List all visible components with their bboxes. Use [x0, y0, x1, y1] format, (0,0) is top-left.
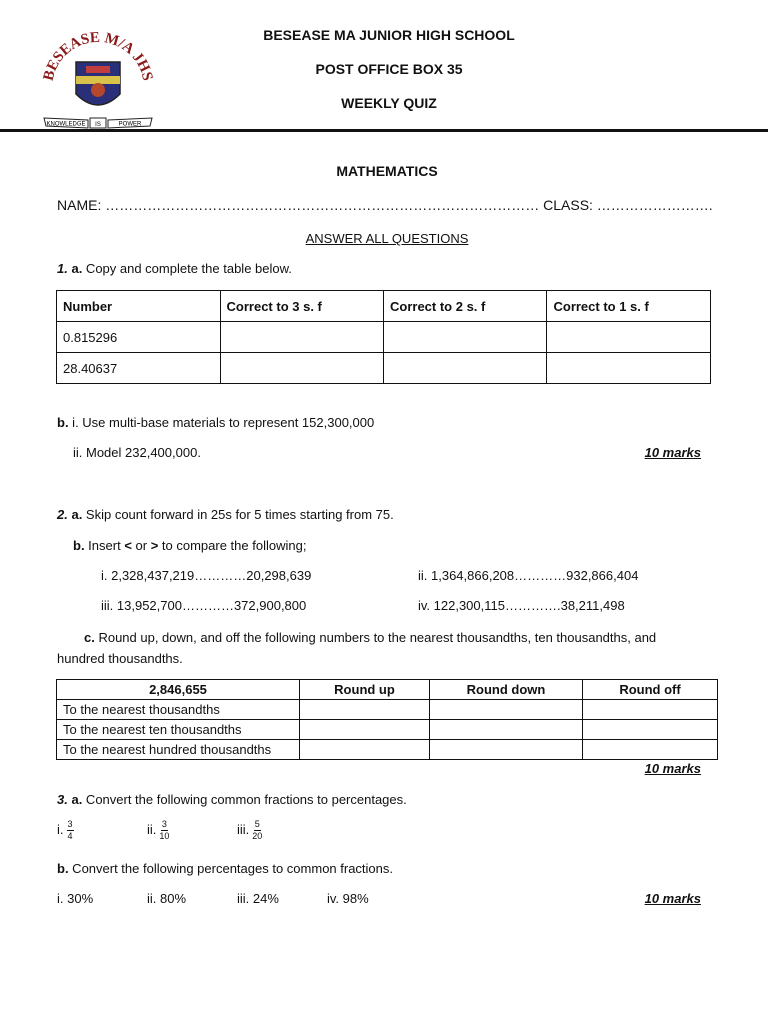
school-name: BESEASE MA JUNIOR HIGH SCHOOL: [263, 27, 515, 43]
q3-percentage: i. 30%: [57, 891, 94, 906]
q1-cell: [220, 322, 383, 353]
header-divider: [0, 129, 768, 132]
q1-th: Number: [57, 291, 221, 322]
q2-b-item: iii. 13,952,700…………372,900,800: [101, 598, 307, 613]
q2-b-item: i. 2,328,437,219…………20,298,639: [101, 568, 312, 583]
q1-cell: [547, 322, 711, 353]
q2-cell: To the nearest thousandths: [57, 700, 300, 720]
q2-marks: 10 marks: [644, 761, 701, 776]
svg-text:IS: IS: [95, 122, 101, 128]
q1-cell: 28.40637: [57, 353, 221, 384]
q3-a: 3. a. Convert the following common fractions to percentages.: [57, 792, 407, 807]
subject-title: MATHEMATICS: [336, 163, 438, 179]
svg-text:KNOWLEDGE: KNOWLEDGE: [46, 121, 86, 128]
svg-text:BESEASE M/A JHS: BESEASE M/A JHS: [40, 32, 156, 83]
q1-cell: [547, 353, 711, 384]
q1-cell: [220, 353, 383, 384]
q2-table: [56, 679, 718, 760]
q1-table: [56, 290, 711, 384]
q2-cell: [300, 740, 430, 760]
instruction: ANSWER ALL QUESTIONS: [305, 231, 469, 246]
q2-c-line2: hundred thousandths.: [57, 651, 183, 666]
q3-fraction: ii. $\frac{3}{10}$: [147, 819, 170, 841]
school-logo: [38, 32, 158, 132]
name-class-line: NAME: ………………………………………………………………………………… CLASS: …………………….: [57, 197, 713, 213]
q1-cell: [384, 322, 547, 353]
quiz-title: WEEKLY QUIZ: [341, 95, 437, 111]
q1-th: Correct to 3 s. f: [220, 291, 383, 322]
q3-marks: 10 marks: [644, 891, 701, 906]
q2-th: Round up: [300, 680, 430, 700]
q2-cell: To the nearest hundred thousandths: [57, 740, 300, 760]
q2-cell: To the nearest ten thousandths: [57, 720, 300, 740]
q1-cell: [384, 353, 547, 384]
q3-percentage: iii. 24%: [237, 891, 279, 906]
q2-cell: [430, 740, 583, 760]
q2-cell: [430, 700, 583, 720]
q3-percentage: iv. 98%: [327, 891, 369, 906]
school-address: POST OFFICE BOX 35: [315, 61, 463, 77]
q1-cell: 0.815296: [57, 322, 221, 353]
q1-th: Correct to 2 s. f: [384, 291, 547, 322]
q1-b-i: b. i. Use multi-base materials to represent 152,300,000: [57, 415, 375, 430]
q3-b: b. Convert the following percentages to common fractions.: [57, 861, 394, 876]
q2-a: 2. a. Skip count forward in 25s for 5 times starting from 75.: [57, 507, 394, 522]
q1-marks: 10 marks: [644, 445, 701, 460]
q2-cell: [430, 720, 583, 740]
q3-fraction: iii. $\frac{5}{20}$: [237, 819, 263, 841]
q1-th: Correct to 1 s. f: [547, 291, 711, 322]
q2-th: Round down: [430, 680, 583, 700]
q2-cell: [583, 720, 718, 740]
q2-th: 2,846,655: [57, 680, 300, 700]
q2-cell: [583, 740, 718, 760]
svg-text:POWER: POWER: [118, 121, 142, 128]
q2-b-item: ii. 1,364,866,208…………932,866,404: [418, 568, 639, 583]
q2-b-item: iv. 122,300,115………….38,211,498: [418, 598, 625, 613]
q2-th: Round off: [583, 680, 718, 700]
q3-percentage: ii. 80%: [147, 891, 187, 906]
q2-c-line1: c. Round up, down, and off the following numbers to the nearest thousandths, ten thousandths, and: [84, 630, 657, 645]
q3-fraction: i. $\frac{3}{4}$: [57, 819, 73, 841]
q2-cell: [300, 700, 430, 720]
q1-b-ii: ii. Model 232,400,000.: [73, 445, 201, 460]
q2-b: b. Insert < or > to compare the following;: [73, 538, 307, 553]
q2-cell: [300, 720, 430, 740]
q2-cell: [583, 700, 718, 720]
q1-a: 1. a. Copy and complete the table below.: [57, 261, 292, 276]
